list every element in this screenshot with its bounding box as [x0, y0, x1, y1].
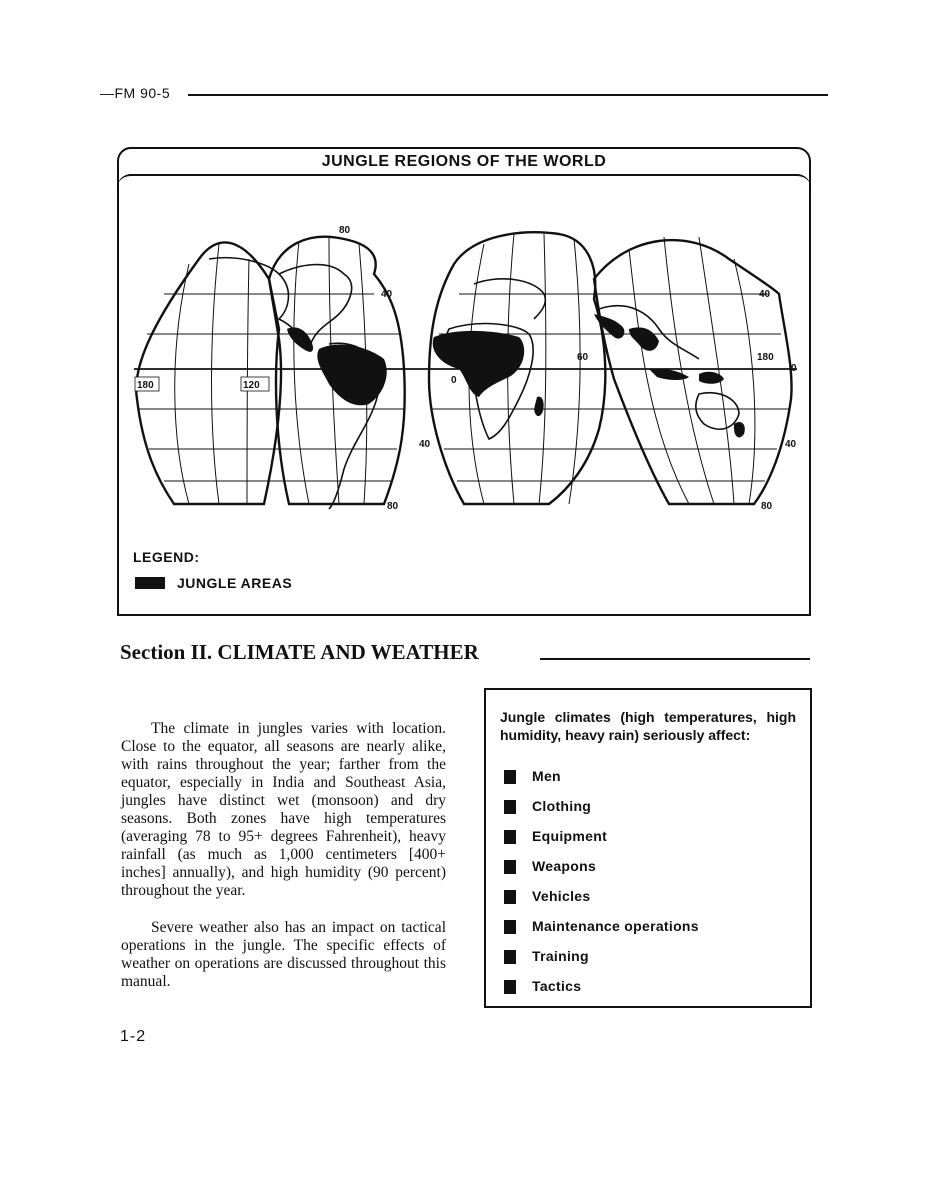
jungle-area-southeast-asia [629, 327, 659, 350]
jungle-area-india [594, 314, 624, 339]
jungle-area-australia-coast [734, 422, 745, 437]
list-item: Clothing [504, 798, 699, 828]
jungle-area-indonesia [649, 368, 689, 380]
map-label-lat-80-south-right: 80 [761, 501, 773, 512]
paragraph-climate: The climate in jungles varies with location. Close to the equator, all seasons are nearly alike, with rains throughout the year; farther from the equator, especially in India and Southeast Asia, jungles have distinct wet (monsoon) and dry seasons. Both zones have high temperatures (averaging 78 to 95+ degrees Fahrenheit), heavy rainfall (as much as 1,000 centimeters [400+ inches] annually), and high humidity (90 percent) throughout the year. [121, 720, 446, 899]
figure-title: JUNGLE REGIONS OF THE WORLD [321, 153, 607, 170]
map-label-lat-40-south-left: 40 [419, 439, 431, 450]
square-bullet-icon [504, 800, 516, 814]
manual-code: —FM 90-5 [100, 85, 174, 101]
map-label-lat-40-north-left: 40 [381, 289, 393, 300]
box-intro: Jungle climates (high temperatures, high humidity, heavy rain) seriously affect: [500, 709, 796, 743]
square-bullet-icon [504, 830, 516, 844]
page-number: 1-2 [120, 1028, 147, 1045]
list-item: Vehicles [504, 888, 699, 918]
jungle-area-africa [433, 331, 524, 397]
body-text [121, 720, 446, 1010]
square-bullet-icon [504, 920, 516, 934]
square-bullet-icon [504, 770, 516, 784]
list-item: Maintenance operations [504, 918, 699, 948]
jungle-areas-swatch [135, 577, 165, 589]
map-label-lon-180-left: 180 [137, 380, 154, 391]
jungle-area-amazon [317, 344, 386, 405]
jungle-area-central-america [287, 327, 313, 352]
list-item: Men [504, 768, 699, 798]
map-label-lon-120: 120 [243, 380, 260, 391]
map-lobe-west [136, 242, 281, 504]
figure-title-rule [117, 174, 811, 190]
section-title: Section II. CLIMATE AND WEATHER [120, 640, 483, 665]
paragraph-weather: Severe weather also has an impact on tactical operations in the jungle. The specific effects of weather on operations are discussed throughout this manual. [121, 919, 446, 990]
list-item: Equipment [504, 828, 699, 858]
legend-label: JUNGLE AREAS [177, 575, 293, 591]
header-rule [188, 94, 828, 96]
square-bullet-icon [504, 890, 516, 904]
map-label-lat-40-north-right: 40 [759, 289, 771, 300]
map-label-lon-60: 60 [577, 352, 589, 363]
section-rule [540, 658, 810, 660]
list-item: Training [504, 948, 699, 978]
world-map [129, 219, 799, 519]
map-label-lon-180-right: 180 [757, 352, 774, 363]
square-bullet-icon [504, 950, 516, 964]
map-label-equator-0: 0 [791, 363, 797, 374]
square-bullet-icon [504, 980, 516, 994]
affected-areas-box [484, 688, 812, 1008]
list-item: Weapons [504, 858, 699, 888]
affected-list [504, 768, 699, 1008]
list-item: Tactics [504, 978, 699, 1008]
map-label-lat-40-south-right: 40 [785, 439, 797, 450]
map-label-lat-80-south-left: 80 [387, 501, 399, 512]
map-label-lon-0: 0 [451, 375, 457, 386]
section-heading [120, 640, 810, 670]
legend-title: LEGEND: [133, 549, 200, 565]
jungle-area-madagascar [534, 397, 544, 416]
jungle-regions-figure [117, 147, 811, 616]
page-header [100, 85, 828, 105]
square-bullet-icon [504, 860, 516, 874]
map-lobe-asia [594, 240, 792, 504]
map-label-lat-80-north: 80 [339, 225, 351, 236]
